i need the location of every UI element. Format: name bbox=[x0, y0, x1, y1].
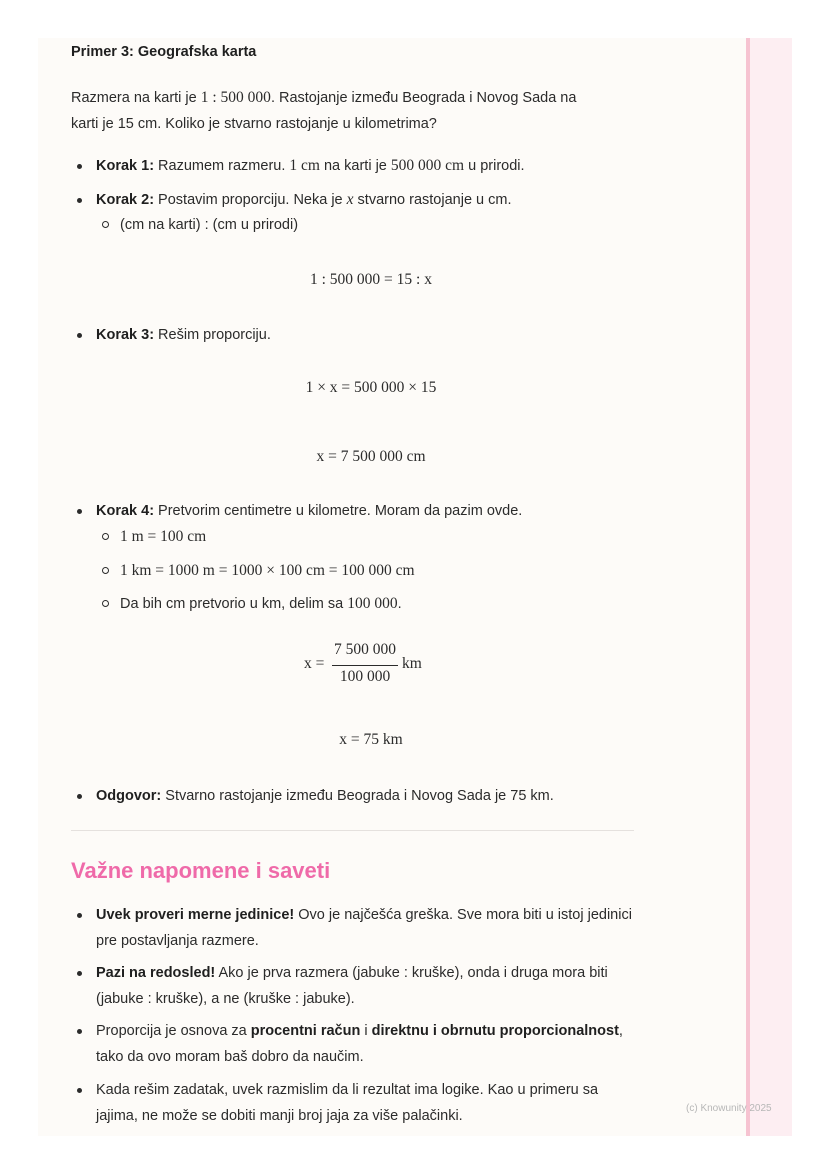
step1-math2: 500 000 cm bbox=[390, 157, 465, 174]
note3-bold-a: procentni račun bbox=[250, 1023, 361, 1039]
note1-bold: Uvek proveri merne jedinice! bbox=[96, 907, 295, 923]
bullet-icon bbox=[77, 333, 82, 338]
step1-text-b: na karti je bbox=[319, 158, 391, 174]
fraction-numerator: 7 500 000 bbox=[334, 641, 396, 658]
bullet-icon bbox=[77, 198, 82, 203]
equation-cross-multiply: 1 × x = 500 000 × 15 bbox=[305, 379, 437, 396]
note3-bold-b: direktnu i obrnutu proporcionalnost bbox=[371, 1023, 619, 1039]
note3-text-a: Proporcija je osnova za bbox=[96, 1023, 251, 1039]
step1-label: Korak 1: bbox=[96, 158, 155, 174]
page-margin bbox=[746, 38, 792, 1136]
step4-text: Pretvorim centimetre u kilometre. Moram da pazim ovde. bbox=[154, 503, 523, 519]
step4-label: Korak 4: bbox=[96, 503, 155, 519]
notes-heading: Važne napomene i saveti bbox=[71, 858, 331, 883]
step2-var: x bbox=[346, 191, 354, 208]
step4-sub3-b: 100 000 bbox=[347, 595, 398, 612]
step1-text-c: u prirodi. bbox=[464, 158, 525, 174]
bullet-icon bbox=[77, 1088, 82, 1093]
step4-sub1: 1 m = 100 cm bbox=[120, 528, 207, 545]
sub-bullet-icon bbox=[102, 600, 109, 607]
fraction-denominator: 100 000 bbox=[339, 668, 391, 685]
margin-line bbox=[746, 38, 750, 1136]
bullet-icon bbox=[77, 913, 82, 918]
note3-text-b: i bbox=[360, 1023, 372, 1039]
step1-math: 1 cm bbox=[289, 157, 320, 174]
step2-sub1: (cm na karti) : (cm u prirodi) bbox=[120, 217, 299, 233]
note1-text: Ovo je najčešća greška. Sve mora biti u istoj jedinici pre postavljanja razmere. bbox=[96, 907, 632, 949]
step4-sub3-a: Da bih cm pretvorio u km, delim sa bbox=[120, 596, 348, 612]
problem-scale: 1 : 500 000 bbox=[200, 89, 271, 106]
step1-text-a: Razumem razmeru. bbox=[154, 158, 290, 174]
problem-line1-a: Razmera na karti je bbox=[71, 90, 201, 106]
step4-sub3-c: . bbox=[397, 596, 402, 612]
sub-bullet-icon bbox=[102, 221, 109, 228]
section-divider bbox=[71, 830, 634, 831]
fraction-bar bbox=[332, 665, 398, 666]
fraction-lhs: x = bbox=[304, 655, 325, 672]
problem-text bbox=[71, 85, 641, 137]
note2-bold: Pazi na redosled! bbox=[96, 965, 216, 981]
step2-label: Korak 2: bbox=[96, 192, 155, 208]
problem-line1-b: . Rastojanje između Beograda i Novog Sada na bbox=[270, 90, 577, 106]
sub-bullet-icon bbox=[102, 567, 109, 574]
bullet-icon bbox=[77, 971, 82, 976]
note4-text: Kada rešim zadatak, uvek razmislim da li rezultat ima logike. Kao u primeru sa jajima, ne može se dobiti manji broj jaja za više palačinki. bbox=[96, 1082, 599, 1124]
bullet-icon bbox=[77, 509, 82, 514]
step2-text-b: stvarno rastojanje u cm. bbox=[353, 192, 512, 208]
problem-line2: karti je 15 cm. Koliko je stvarno rastojanje u kilometrima? bbox=[71, 116, 437, 132]
equation-result-km: x = 75 km bbox=[339, 731, 403, 748]
answer-text: Stvarno rastojanje između Beograda i Novog Sada je 75 km. bbox=[161, 788, 554, 804]
step4-sub2: 1 km = 1000 m = 1000 × 100 cm = 100 000 cm bbox=[120, 562, 415, 579]
bullet-icon bbox=[77, 164, 82, 169]
answer-label: Odgovor: bbox=[96, 788, 162, 804]
step3-label: Korak 3: bbox=[96, 327, 155, 343]
example-heading: Primer 3: Geografska karta bbox=[71, 44, 257, 60]
equation-result-cm: x = 7 500 000 cm bbox=[316, 448, 426, 465]
step2-text-a: Postavim proporciju. Neka je bbox=[154, 192, 347, 208]
sub-bullet-icon bbox=[102, 533, 109, 540]
note2-text: Ako je prva razmera (jabuke : kruške), onda i druga mora biti (jabuke : kruške), a ne (kruške : jabuke). bbox=[96, 965, 608, 1007]
equation-proportion: 1 : 500 000 = 15 : x bbox=[310, 271, 432, 288]
fraction-unit: km bbox=[402, 655, 422, 672]
copyright-text: (c) Knowunity 2025 bbox=[686, 1103, 772, 1114]
bullet-icon bbox=[77, 794, 82, 799]
note3-text-c: , tako da ovo moram baš dobro da naučim. bbox=[96, 1023, 623, 1065]
bullet-icon bbox=[77, 1029, 82, 1034]
step3-text: Rešim proporciju. bbox=[154, 327, 271, 343]
